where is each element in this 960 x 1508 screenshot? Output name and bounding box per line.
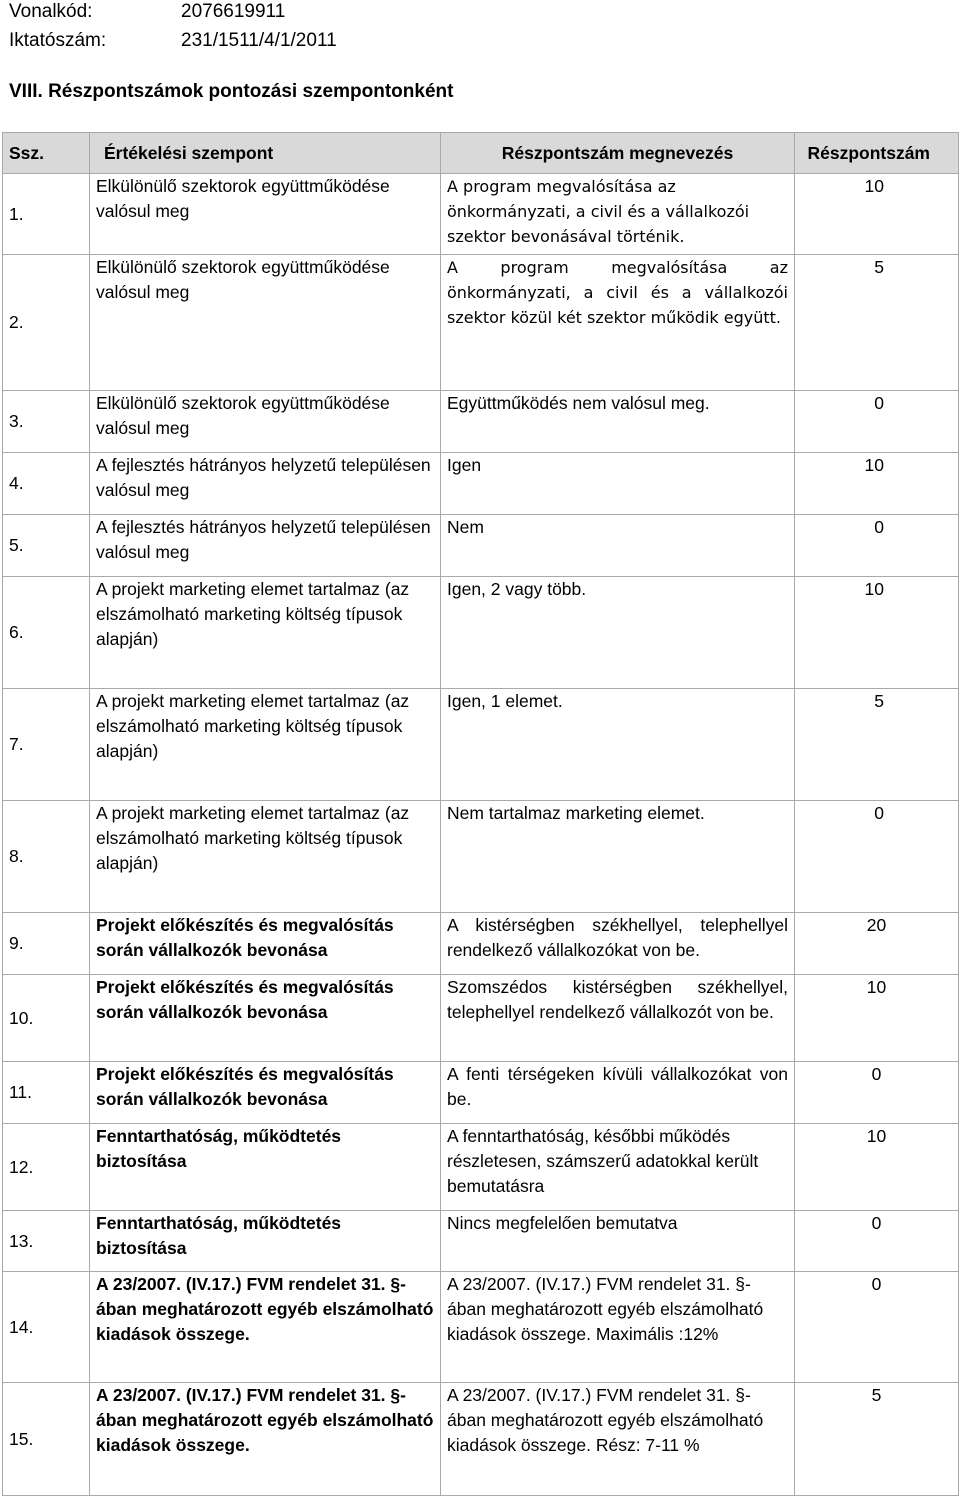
row-number: 6. xyxy=(3,577,90,689)
row-points: 0 xyxy=(795,391,959,453)
row-description: Igen, 2 vagy több. xyxy=(441,577,795,689)
row-criterion: Fenntarthatóság, működtetés biztosítása xyxy=(90,1124,441,1211)
row-points: 10 xyxy=(795,174,959,255)
column-header-ssz: Ssz. xyxy=(3,133,90,174)
row-points: 0 xyxy=(795,801,959,913)
row-criterion: A 23/2007. (IV.17.) FVM rendelet 31. §-ában meghatározott egyéb elszámolható kiadások összege. xyxy=(90,1383,441,1496)
row-number: 2. xyxy=(3,255,90,391)
row-description: A 23/2007. (IV.17.) FVM rendelet 31. §-ában meghatározott egyéb elszámolható kiadások összege. Rész: 7-11 % xyxy=(441,1383,795,1496)
row-points: 5 xyxy=(795,1383,959,1496)
row-description: Együttműködés nem valósul meg. xyxy=(441,391,795,453)
row-criterion: Projekt előkészítés és megvalósítás során vállalkozók bevonása xyxy=(90,1062,441,1124)
section-title: VIII. Részpontszámok pontozási szempontonként xyxy=(9,81,454,102)
table-row xyxy=(3,1383,959,1496)
table-row xyxy=(3,975,959,1062)
column-header-criterion: Értékelési szempont xyxy=(90,133,441,174)
table-row xyxy=(3,174,959,255)
table-row xyxy=(3,391,959,453)
row-number: 15. xyxy=(3,1383,90,1496)
table-row xyxy=(3,453,959,515)
registry-line xyxy=(9,29,337,53)
row-description: A program megvalósítása az önkormányzati, a civil és a vállalkozói szektor közül két szektor működik együtt. xyxy=(441,255,795,391)
table-row xyxy=(3,913,959,975)
row-points: 10 xyxy=(795,577,959,689)
row-number: 7. xyxy=(3,689,90,801)
row-criterion: A projekt marketing elemet tartalmaz (az elszámolható marketing költség típusok alapján) xyxy=(90,577,441,689)
row-points: 0 xyxy=(795,1272,959,1383)
row-number: 12. xyxy=(3,1124,90,1211)
row-criterion: Projekt előkészítés és megvalósítás során vállalkozók bevonása xyxy=(90,913,441,975)
table-header-row xyxy=(3,133,959,174)
row-number: 14. xyxy=(3,1272,90,1383)
row-points: 0 xyxy=(795,515,959,577)
barcode-line xyxy=(9,0,285,24)
row-description: A fenti térségeken kívüli vállalkozókat von be. xyxy=(441,1062,795,1124)
row-number: 8. xyxy=(3,801,90,913)
row-number: 10. xyxy=(3,975,90,1062)
row-criterion: A fejlesztés hátrányos helyzetű településen valósul meg xyxy=(90,515,441,577)
registry-value: 231/1511/4/1/2011 xyxy=(181,30,337,51)
scoring-table xyxy=(2,132,959,1496)
row-points: 10 xyxy=(795,453,959,515)
row-criterion: Elkülönülő szektorok együttműködése valósul meg xyxy=(90,174,441,255)
table-row xyxy=(3,515,959,577)
row-description: Szomszédos kistérségben székhellyel, telephellyel rendelkező vállalkozót von be. xyxy=(441,975,795,1062)
row-number: 13. xyxy=(3,1211,90,1272)
registry-label: Iktatószám: xyxy=(9,30,107,51)
row-points: 10 xyxy=(795,975,959,1062)
table-row xyxy=(3,255,959,391)
row-description: A 23/2007. (IV.17.) FVM rendelet 31. §-ában meghatározott egyéb elszámolható kiadások összege. Maximális :12% xyxy=(441,1272,795,1383)
row-points: 5 xyxy=(795,255,959,391)
table-row xyxy=(3,577,959,689)
table-row xyxy=(3,1062,959,1124)
column-header-points: Részpontszám xyxy=(795,133,959,174)
barcode-label: Vonalkód: xyxy=(9,1,93,22)
row-criterion: Elkülönülő szektorok együttműködése valósul meg xyxy=(90,391,441,453)
row-description: Nem xyxy=(441,515,795,577)
row-description: A kistérségben székhellyel, telephellyel rendelkező vállalkozókat von be. xyxy=(441,913,795,975)
table-row xyxy=(3,1272,959,1383)
row-number: 1. xyxy=(3,174,90,255)
table-row xyxy=(3,1211,959,1272)
row-description: Igen xyxy=(441,453,795,515)
row-number: 5. xyxy=(3,515,90,577)
row-points: 0 xyxy=(795,1062,959,1124)
row-criterion: Elkülönülő szektorok együttműködése valósul meg xyxy=(90,255,441,391)
row-description: Nem tartalmaz marketing elemet. xyxy=(441,801,795,913)
row-description: A fenntarthatóság, későbbi működés részletesen, számszerű adatokkal került bemutatásra xyxy=(441,1124,795,1211)
barcode-value: 2076619911 xyxy=(181,1,286,22)
table-row xyxy=(3,1124,959,1211)
row-points: 5 xyxy=(795,689,959,801)
row-description: A program megvalósítása az önkormányzati, a civil és a vállalkozói szektor bevonásával történik. xyxy=(441,174,795,255)
row-number: 3. xyxy=(3,391,90,453)
row-criterion: Projekt előkészítés és megvalósítás során vállalkozók bevonása xyxy=(90,975,441,1062)
column-header-description: Részpontszám megnevezés xyxy=(441,133,795,174)
row-criterion: A fejlesztés hátrányos helyzetű településen valósul meg xyxy=(90,453,441,515)
row-description: Nincs megfelelően bemutatva xyxy=(441,1211,795,1272)
row-points: 10 xyxy=(795,1124,959,1211)
row-description: Igen, 1 elemet. xyxy=(441,689,795,801)
table-row xyxy=(3,689,959,801)
row-number: 9. xyxy=(3,913,90,975)
row-criterion: A 23/2007. (IV.17.) FVM rendelet 31. §-ában meghatározott egyéb elszámolható kiadások összege. xyxy=(90,1272,441,1383)
row-criterion: Fenntarthatóság, működtetés biztosítása xyxy=(90,1211,441,1272)
row-number: 11. xyxy=(3,1062,90,1124)
row-points: 20 xyxy=(795,913,959,975)
row-points: 0 xyxy=(795,1211,959,1272)
row-criterion: A projekt marketing elemet tartalmaz (az elszámolható marketing költség típusok alapján) xyxy=(90,801,441,913)
row-number: 4. xyxy=(3,453,90,515)
row-criterion: A projekt marketing elemet tartalmaz (az elszámolható marketing költség típusok alapján) xyxy=(90,689,441,801)
table-row xyxy=(3,801,959,913)
